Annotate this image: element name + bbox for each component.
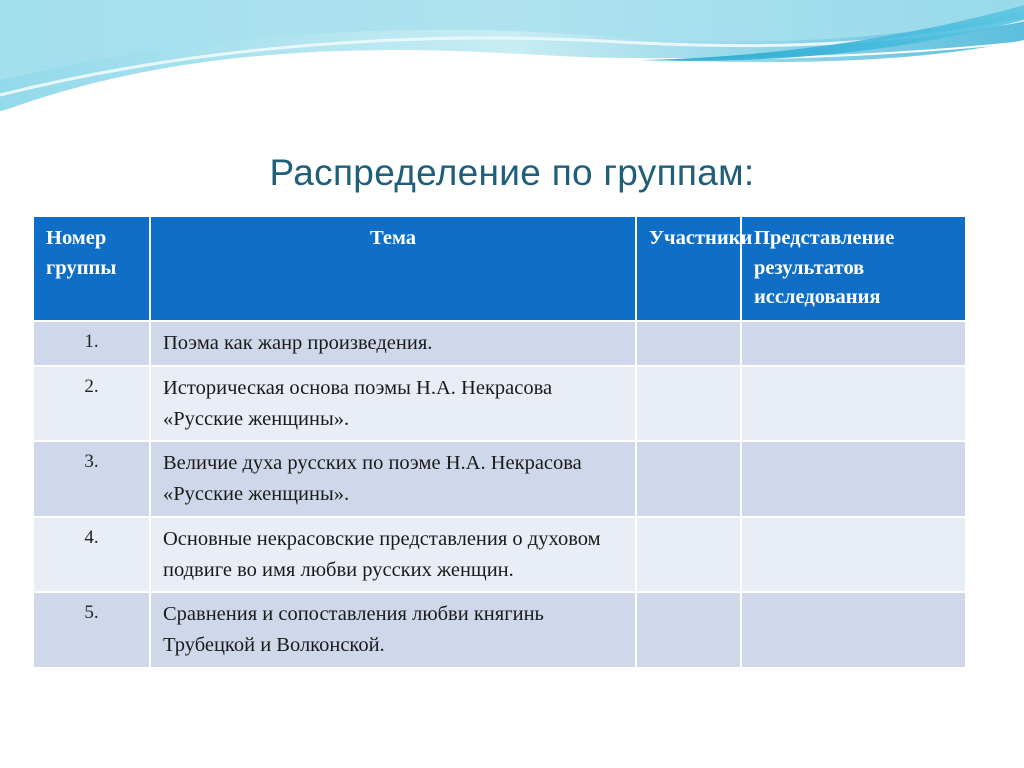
row-participants xyxy=(636,366,741,442)
table-row xyxy=(33,441,966,517)
row-results xyxy=(741,592,966,668)
row-results xyxy=(741,366,966,442)
header-topic: Тема xyxy=(150,216,636,321)
row-results xyxy=(741,321,966,366)
page-title: Распределение по группам: xyxy=(269,152,755,193)
table-header-row xyxy=(33,216,966,321)
row-topic: Сравнения и сопоставления любви княгинь Трубецкой и Волконской. xyxy=(150,592,636,668)
header-participants: Участники xyxy=(636,216,741,321)
table-row xyxy=(33,366,966,442)
row-topic: Историческая основа поэмы Н.А. Некрасова «Русские женщины». xyxy=(150,366,636,442)
row-number: 5. xyxy=(33,592,150,668)
row-results xyxy=(741,441,966,517)
row-participants xyxy=(636,441,741,517)
row-number: 3. xyxy=(33,441,150,517)
header-group-number: Номер группы xyxy=(33,216,150,321)
row-participants xyxy=(636,592,741,668)
row-participants xyxy=(636,321,741,366)
row-participants xyxy=(636,517,741,593)
row-number: 2. xyxy=(33,366,150,442)
groups-table xyxy=(32,215,967,669)
table-row xyxy=(33,592,966,668)
row-number: 4. xyxy=(33,517,150,593)
row-topic: Поэма как жанр произведения. xyxy=(150,321,636,366)
row-number: 1. xyxy=(33,321,150,366)
table-row xyxy=(33,321,966,366)
row-topic: Основные некрасовские представления о духовом подвиге во имя любви русских женщин. xyxy=(150,517,636,593)
row-topic: Величие духа русских по поэме Н.А. Некрасова «Русские женщины». xyxy=(150,441,636,517)
header-wave-decoration xyxy=(0,0,1024,130)
header-results: Представление результатов исследования xyxy=(741,216,966,321)
table-row xyxy=(33,517,966,593)
row-results xyxy=(741,517,966,593)
